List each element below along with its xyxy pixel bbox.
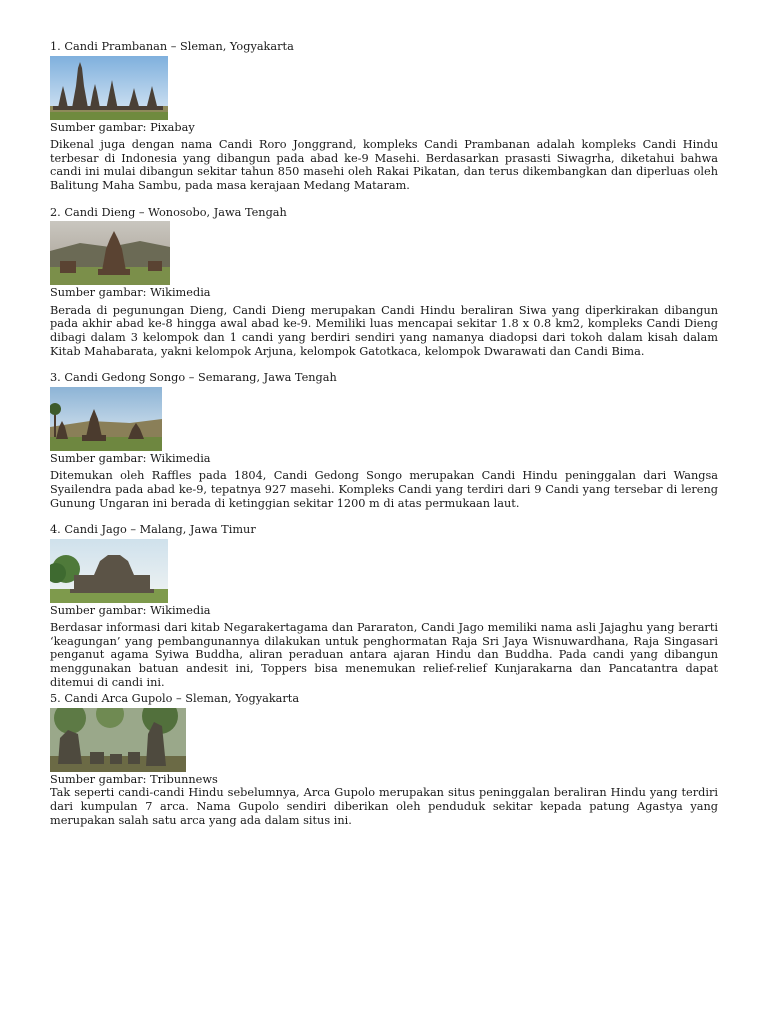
- section-dieng: [50, 206, 718, 359]
- image-source: Sumber gambar: Wikimedia: [50, 286, 211, 300]
- section-heading: 5. Candi Arca Gupolo – Sleman, Yogyakarta: [50, 692, 300, 706]
- gedong-songo-photo: [50, 387, 162, 451]
- section-text: Dikenal juga dengan nama Candi Roro Jonggrand, kompleks Candi Prambanan adalah kompleks Candi Hindu terbesar di Indonesia yang dibangun pada abad ke-9 Masehi. Berdasarkan prasasti Siwagrha, diketahui bahwa candi ini mulai dibangun sekitar tahun 850 masehi oleh Rakai Pikatan, dan terus dikembangkan dan diperluas oleh Balitung Maha Sambu, pada masa kerajaan Medang Mataram.: [50, 138, 718, 192]
- section-jago: [50, 523, 718, 689]
- jago-photo: [50, 539, 168, 603]
- arca-gupolo-photo: [50, 708, 186, 772]
- section-text: Ditemukan oleh Raffles pada 1804, Candi Gedong Songo merupakan Candi Hindu peninggalan dari Wangsa Syailendra pada abad ke-9, tepatnya 927 masehi. Kompleks Candi yang terdiri dari 9 Candi yang tersebar di lereng Gunung Ungaran ini berada di ketinggian sekitar 1200 m di atas permukaan laut.: [50, 469, 718, 510]
- image-source: Sumber gambar: Wikimedia: [50, 451, 211, 465]
- section-text: Berada di pegunungan Dieng, Candi Dieng merupakan Candi Hindu beraliran Siwa yang diperkirakan dibangun pada akhir abad ke-8 hingga awal abad ke-9. Memiliki luas mencapai sekitar 1.8 x 0.8 km2, kompleks Candi Dieng dibagi dalam 3 kelompok dan 1 candi yang berdiri sendiri yang namanya diadopsi dari tokoh dalam kisah dalam Kitab Mahabarata, yakni kelompok Arjuna, kelompok Gatotkaca, kelompok Dwarawati dan Candi Bima.: [50, 303, 718, 358]
- section-arca-gupolo: [50, 692, 718, 827]
- prambanan-photo: [50, 56, 168, 120]
- section-prambanan: [50, 40, 718, 193]
- image-source: Sumber gambar: Wikimedia: [50, 603, 211, 617]
- document-page: [50, 40, 718, 840]
- dieng-photo: [50, 221, 170, 285]
- section-heading: 3. Candi Gedong Songo – Semarang, Jawa Tengah: [50, 371, 337, 385]
- section-text: Berdasar informasi dari kitab Negarakertagama dan Pararaton, Candi Jago memiliki nama asli Jajaghu yang berarti ‘keagungan’ yang pembangunannya dilakukan untuk penghormatan Raja Sri Jaya Wisnuwardhana, Raja Singasari penganut agama Syiwa Buddha, aliran peraduan antara ajaran Hindu dan Buddha. Pada candi yang dibangun menggunakan batuan andesit ini, Toppers bisa menemukan relief-relief Kunjarakarna dan Pancatantra dapat ditemui di candi ini.: [50, 621, 718, 689]
- image-source: Sumber gambar: Tribunnews: [50, 772, 218, 786]
- section-heading: 1. Candi Prambanan – Sleman, Yogyakarta: [50, 40, 294, 53]
- image-source: Sumber gambar: Pixabay: [50, 120, 195, 134]
- section-heading: 2. Candi Dieng – Wonosobo, Jawa Tengah: [50, 205, 287, 219]
- section-text: Tak seperti candi-candi Hindu sebelumnya, Arca Gupolo merupakan situs peninggalan beraliran Hindu yang terdiri dari kumpulan 7 arca. Nama Gupolo sendiri diberikan oleh penduduk sekitar kepada patung Agastya yang merupakan salah satu arca yang ada dalam situs ini.: [50, 786, 718, 827]
- section-gedong-songo: [50, 371, 718, 510]
- section-heading: 4. Candi Jago – Malang, Jawa Timur: [50, 523, 256, 537]
